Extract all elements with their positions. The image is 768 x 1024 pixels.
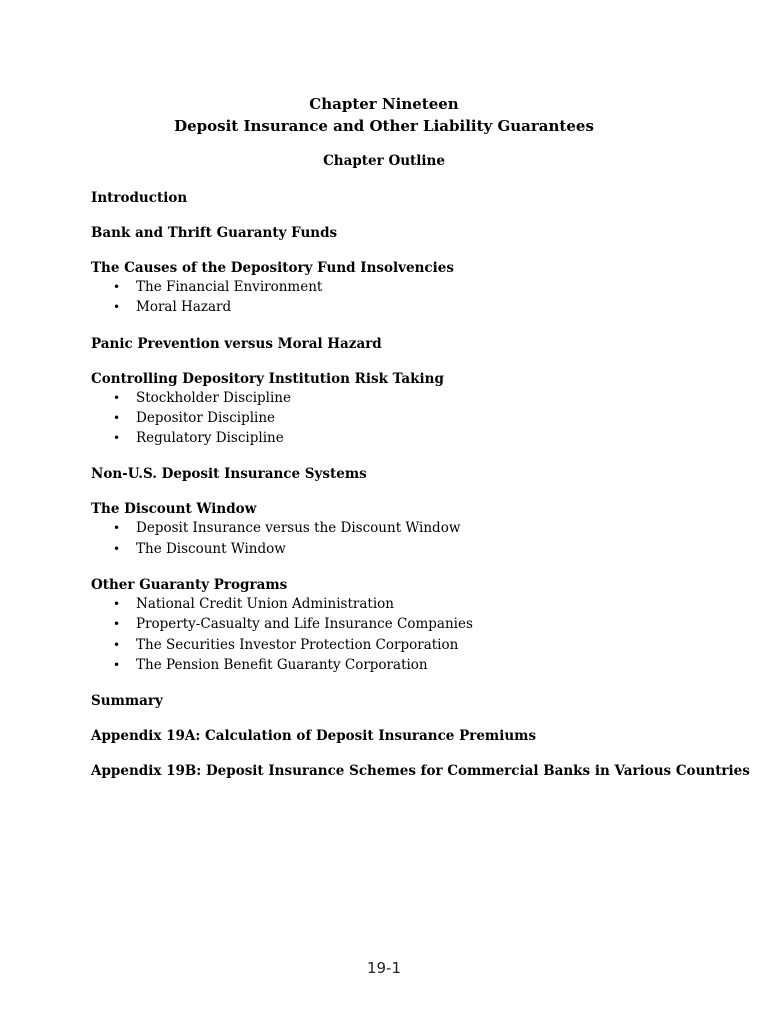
bullet-item — [91, 297, 731, 317]
outline-list — [91, 189, 750, 797]
outline-section — [91, 465, 731, 483]
bullet-item — [91, 277, 731, 297]
section-heading: Bank and Thrift Guaranty Funds — [91, 225, 338, 241]
section-heading: Introduction — [91, 190, 188, 206]
bullet-icon: • — [113, 597, 121, 612]
outline-section — [91, 500, 731, 559]
section-heading: Appendix 19A: Calculation of Deposit Insurance Premiums — [91, 728, 537, 745]
section-heading: Other Guaranty Programs — [91, 577, 288, 594]
bullet-text: The Pension Benefit Guaranty Corporation — [136, 656, 428, 673]
bullet-list — [91, 594, 731, 675]
section-heading: Controlling Depository Institution Risk Taking — [91, 370, 444, 387]
section-heading: The Discount Window — [91, 501, 257, 518]
outline-section — [91, 189, 731, 207]
bullet-item — [91, 539, 731, 559]
bullet-list — [91, 518, 731, 559]
bullet-text: The Discount Window — [136, 540, 286, 557]
bullet-list — [91, 277, 731, 318]
bullet-text: Property-Casualty and Life Insurance Companies — [136, 616, 473, 633]
bullet-text: Regulatory Discipline — [136, 430, 284, 447]
outline-section — [91, 335, 731, 353]
bullet-item — [91, 408, 731, 428]
bullet-item — [91, 518, 731, 538]
bullet-item — [91, 388, 731, 408]
bullet-item — [91, 655, 731, 675]
bullet-icon: • — [113, 541, 121, 556]
outline-section — [91, 370, 731, 449]
section-heading: Non-U.S. Deposit Insurance Systems — [91, 466, 367, 483]
bullet-icon: • — [113, 300, 121, 315]
bullet-icon: • — [113, 657, 121, 672]
bullet-text: Moral Hazard — [136, 299, 232, 316]
section-heading: Summary — [91, 693, 163, 710]
outline-section — [91, 692, 731, 710]
bullet-text: Deposit Insurance versus the Discount Window — [136, 520, 461, 537]
bullet-icon: • — [113, 390, 121, 405]
bullet-icon: • — [113, 431, 121, 446]
outline-section — [91, 727, 731, 745]
bullet-list — [91, 388, 731, 449]
bullet-item — [91, 594, 731, 614]
chapter-outline-heading: Chapter Outline — [323, 153, 445, 169]
bullet-text: Depositor Discipline — [136, 409, 276, 426]
outline-section — [91, 259, 731, 318]
bullet-icon: • — [113, 521, 121, 536]
bullet-item — [91, 635, 731, 655]
section-heading: Panic Prevention versus Moral Hazard — [91, 335, 382, 352]
chapter-number: Chapter Nineteen — [309, 95, 459, 113]
outline-section — [91, 762, 750, 780]
page-number: 19-1 — [366, 959, 402, 977]
outline-section — [91, 224, 731, 242]
bullet-text: The Financial Environment — [136, 279, 323, 295]
bullet-icon: • — [113, 637, 121, 652]
bullet-text: Stockholder Discipline — [136, 389, 291, 406]
section-heading: The Causes of the Depository Fund Insolvencies — [91, 260, 454, 276]
bullet-item — [91, 614, 731, 634]
bullet-text: National Credit Union Administration — [136, 596, 394, 613]
outline-section — [91, 576, 731, 675]
bullet-icon: • — [113, 410, 121, 425]
chapter-title: Deposit Insurance and Other Liability Guarantees — [174, 117, 594, 135]
bullet-icon: • — [113, 280, 121, 294]
bullet-text: The Securities Investor Protection Corporation — [136, 636, 459, 653]
bullet-icon: • — [113, 617, 121, 632]
section-heading: Appendix 19B: Deposit Insurance Schemes for Commercial Banks in Various Countries — [91, 763, 750, 780]
bullet-item — [91, 428, 731, 448]
